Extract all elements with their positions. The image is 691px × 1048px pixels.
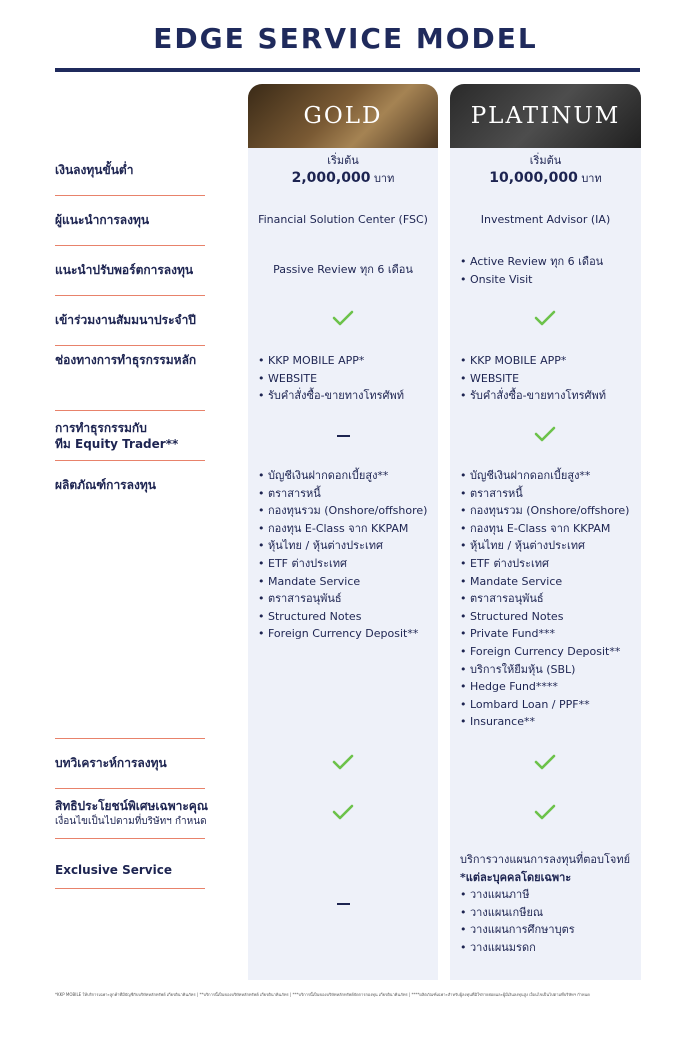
- platinum-min-unit: บาท: [581, 171, 602, 185]
- platinum-products: [450, 467, 641, 731]
- platinum-min-prefix: เริ่มต้น: [529, 154, 562, 167]
- list-item: • วางแผนเกษียณ: [460, 904, 641, 922]
- list-item: • WEBSITE: [258, 370, 438, 388]
- list-item: • รับคำสั่งซื้อ-ขายทางโทรศัพท์: [258, 387, 438, 405]
- gold-advisor: Financial Solution Center (FSC): [258, 213, 428, 226]
- gold-products: [248, 467, 438, 643]
- gold-tier-header: GOLD: [248, 84, 438, 148]
- label-portfolio-review: แนะนำปรับพอร์ตการลงทุน: [55, 263, 194, 277]
- platinum-channels: [450, 352, 641, 405]
- list-item: • Structured Notes: [258, 608, 438, 626]
- list-item: • วางแผนภาษี: [460, 886, 641, 904]
- list-item: • KKP MOBILE APP*: [460, 352, 641, 370]
- label-equity-trader-line1: การทำธุรกรรมกับ: [55, 421, 147, 435]
- gold-exclusive-dash: [337, 903, 350, 905]
- row-separator: [55, 888, 205, 889]
- list-item: • กองทุนรวม (Onshore/offshore): [258, 502, 438, 520]
- list-item: • Mandate Service: [460, 573, 641, 591]
- gold-min-prefix: เริ่มต้น: [327, 154, 359, 167]
- label-exclusive-service: Exclusive Service: [55, 863, 172, 877]
- list-item: • บัญชีเงินฝากดอกเบี้ยสูง**: [460, 467, 641, 485]
- label-products: ผลิตภัณฑ์การลงทุน: [55, 478, 156, 492]
- list-item: • ตราสารหนี้: [258, 485, 438, 503]
- list-item: • Structured Notes: [460, 608, 641, 626]
- gold-seminar-check-icon: [332, 310, 354, 326]
- gold-min-amount: 2,000,000: [291, 169, 371, 186]
- platinum-tier-header: PLATINUM: [450, 84, 641, 148]
- label-seminar: เข้าร่วมงานสัมมนาประจำปี: [55, 313, 196, 327]
- list-item: • ETF ต่างประเทศ: [258, 555, 438, 573]
- platinum-exclusive-bold: *แต่ละบุคคลโดยเฉพาะ: [460, 870, 572, 884]
- label-equity-trader-line2: ทีม Equity Trader**: [55, 437, 179, 451]
- label-channels: ช่องทางการทำธุรกรรมหลัก: [55, 353, 197, 367]
- list-item: • Foreign Currency Deposit**: [258, 625, 438, 643]
- label-privileges: [55, 798, 235, 830]
- row-separator: [55, 838, 205, 839]
- platinum-portfolio-review: [450, 253, 641, 288]
- gold-min-unit: บาท: [373, 171, 395, 185]
- gold-min-investment: [248, 152, 438, 187]
- label-equity-trader: [55, 420, 205, 452]
- label-privileges-sub: เงื่อนไขเป็นไปตามที่บริษัทฯ กำหนด: [55, 816, 207, 827]
- label-analysis: บทวิเคราะห์การลงทุน: [55, 756, 167, 770]
- gold-equity-trader-dash: [337, 435, 350, 437]
- list-item: • วางแผนมรดก: [460, 939, 641, 957]
- platinum-min-amount: 10,000,000: [489, 169, 578, 186]
- list-item: • Mandate Service: [258, 573, 438, 591]
- list-item: • กองทุน E-Class จาก KKPAM: [258, 520, 438, 538]
- footnote: *KKP MOBILE ให้บริการเฉพาะลูกค้าที่มีบัญชีกับบริษัทหลักทรัพย์ เกียรตินาคินภัทร | **บริการนี้เป็นของบริษัทหลักทรัพย์ เกียรตินาคินภัทร | ***บริการนี้เป็นของบริษัทหลักทรัพย์จัดการกองทุน เกียรตินาคินภัทร | ****ผลิตภัณฑ์เฉพาะสำหรับผู้ลงทุนที่มิใช่รายย่อยและผู้มีเงินลงทุนสูง เงื่อนไขเป็นไปตามที่บริษัทฯ กำหนด: [55, 992, 590, 997]
- row-separator: [55, 345, 205, 346]
- platinum-seminar-check-icon: [534, 310, 556, 326]
- platinum-exclusive-intro: บริการวางแผนการลงทุนที่ตอบโจทย์: [460, 853, 631, 866]
- platinum-analysis-check-icon: [534, 754, 556, 770]
- title-divider: [55, 68, 640, 72]
- label-min-investment: เงินลงทุนขั้นต่ำ: [55, 163, 134, 177]
- platinum-equity-trader-check-icon: [534, 426, 556, 442]
- list-item: • Hedge Fund****: [460, 678, 641, 696]
- list-item: • ตราสารอนุพันธ์: [460, 590, 641, 608]
- row-separator: [55, 738, 205, 739]
- row-separator: [55, 195, 205, 196]
- platinum-exclusive-service: [450, 851, 641, 957]
- label-privileges-title: สิทธิประโยชน์พิเศษเฉพาะคุณ: [55, 799, 208, 813]
- list-item: • บริการให้ยืมหุ้น (SBL): [460, 661, 641, 679]
- list-item: • ETF ต่างประเทศ: [460, 555, 641, 573]
- row-separator: [55, 410, 205, 411]
- page-title: EDGE SERVICE MODEL: [153, 22, 538, 55]
- gold-analysis-check-icon: [332, 754, 354, 770]
- list-item: • Private Fund***: [460, 625, 641, 643]
- platinum-min-investment: [450, 152, 641, 187]
- list-item: • WEBSITE: [460, 370, 641, 388]
- gold-channels: [248, 352, 438, 405]
- list-item: • Foreign Currency Deposit**: [460, 643, 641, 661]
- list-item: • Onsite Visit: [460, 271, 641, 289]
- label-advisor: ผู้แนะนำการลงทุน: [55, 213, 150, 227]
- list-item: • กองทุนรวม (Onshore/offshore): [460, 502, 641, 520]
- row-separator: [55, 245, 205, 246]
- list-item: • กองทุน E-Class จาก KKPAM: [460, 520, 641, 538]
- list-item: • Insurance**: [460, 713, 641, 731]
- list-item: • รับคำสั่งซื้อ-ขายทางโทรศัพท์: [460, 387, 641, 405]
- list-item: • หุ้นไทย / หุ้นต่างประเทศ: [258, 537, 438, 555]
- list-item: • Lombard Loan / PPF**: [460, 696, 641, 714]
- list-item: • บัญชีเงินฝากดอกเบี้ยสูง**: [258, 467, 438, 485]
- list-item: • วางแผนการศึกษาบุตร: [460, 921, 641, 939]
- list-item: • หุ้นไทย / หุ้นต่างประเทศ: [460, 537, 641, 555]
- gold-privileges-check-icon: [332, 804, 354, 820]
- list-item: • KKP MOBILE APP*: [258, 352, 438, 370]
- platinum-privileges-check-icon: [534, 804, 556, 820]
- list-item: • Active Review ทุก 6 เดือน: [460, 253, 641, 271]
- row-separator: [55, 295, 205, 296]
- list-item: • ตราสารหนี้: [460, 485, 641, 503]
- platinum-advisor: Investment Advisor (IA): [480, 213, 611, 226]
- row-separator: [55, 788, 205, 789]
- row-separator: [55, 460, 205, 461]
- gold-portfolio-review: Passive Review ทุก 6 เดือน: [273, 263, 413, 276]
- list-item: • ตราสารอนุพันธ์: [258, 590, 438, 608]
